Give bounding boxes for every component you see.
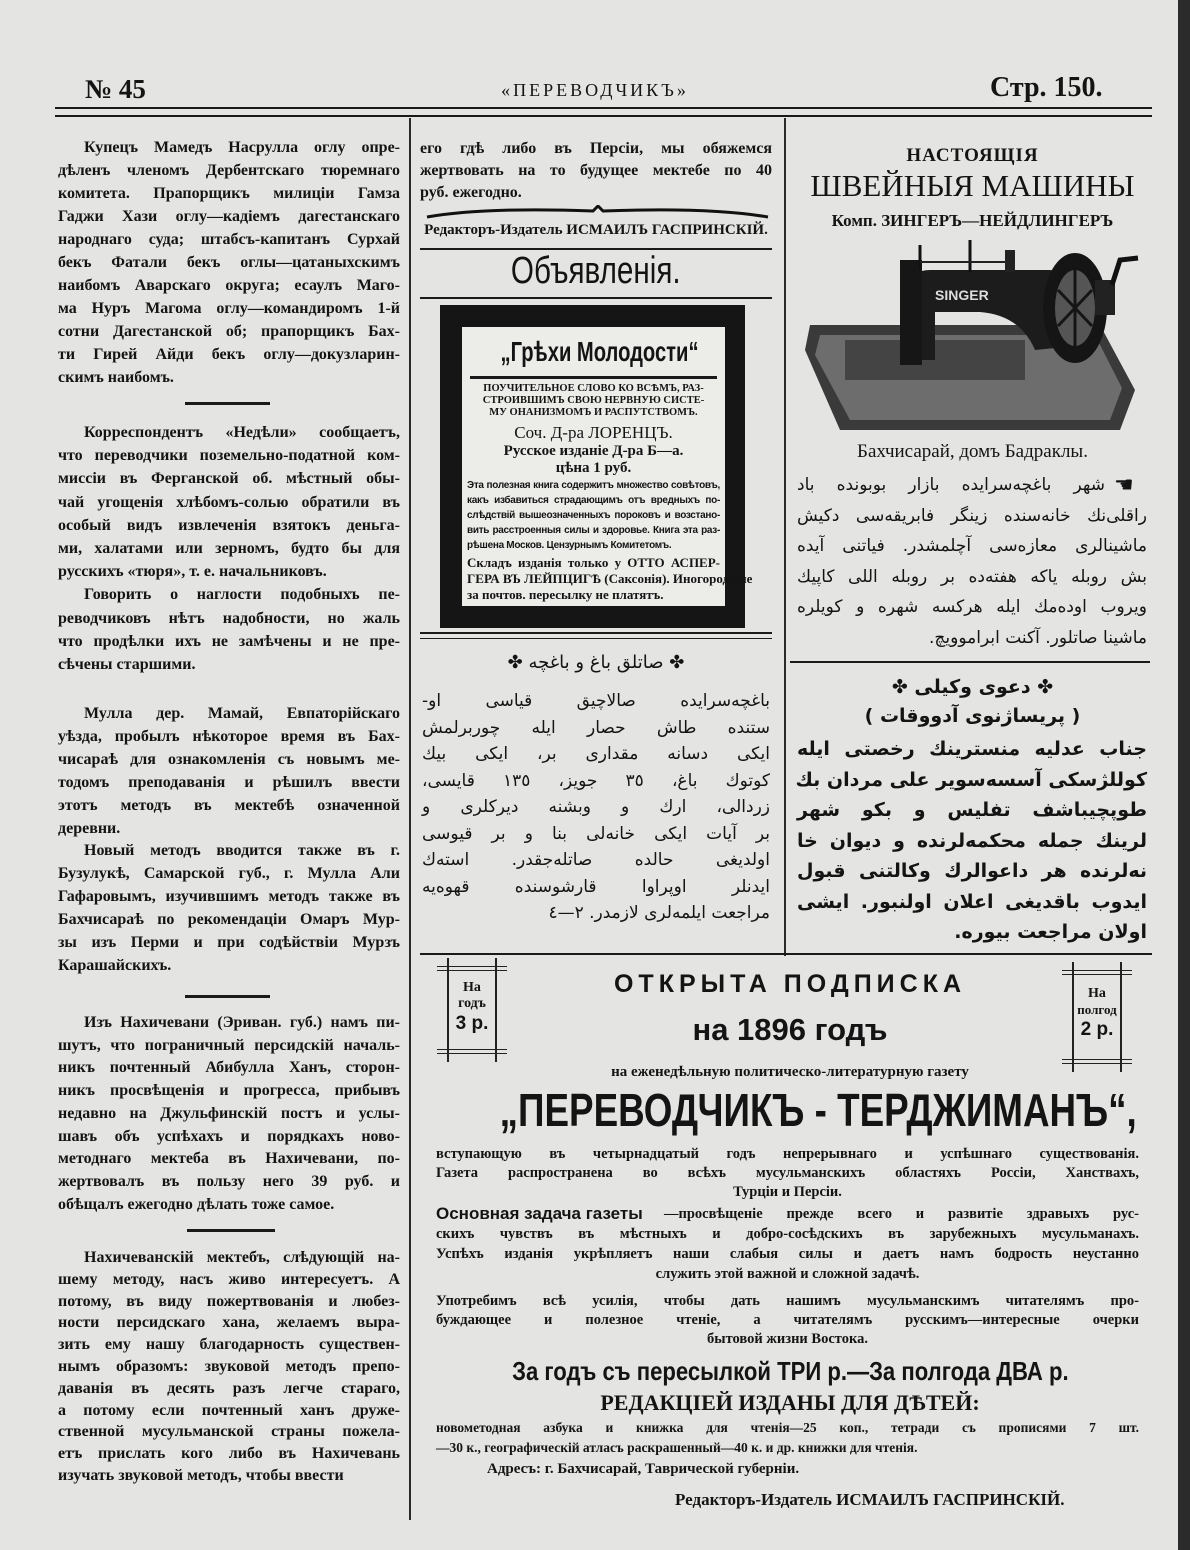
singer-ad-kicker: НАСТОЯЩІЯ [906,145,1039,166]
book-title-rule [470,376,717,379]
book-advertisement [440,305,753,628]
text-line: шутъ, что пограничный персидскій началь- [58,1036,400,1054]
text-line: слѣдствій вышеозначенныхъ пороковъ и возстано- [467,510,720,521]
text-line: Складъ изданія только у ОТТО АСПЕР- [467,555,720,570]
paper-name-text: „ПЕРЕВОДЧИКЪ - ТЕРДЖИМАНЪ“, [499,1084,1137,1136]
text-line: потому, въ виду пожертвованія и любез- [58,1292,400,1310]
text-line: باغچه‌سرایده صالاچیق قیاسی او- [422,691,770,711]
children-books-list [436,1418,1139,1458]
text-line: ГЕРА ВЪ ЛЕЙПЦИГѢ (Саксонія). Иногородные [467,571,753,586]
text-line: никъ просвѣщенія и прогресса, прибывъ [58,1082,400,1100]
ads-heading-text: Объявленія. [511,250,681,292]
text-line: служить этой важной и сложной задачѣ. [655,1266,920,1282]
header-rule-bottom [55,115,1152,117]
singer-ad-company: Комп. ЗИНГЕРЪ—НЕЙДЛИНГЕРЪ [831,211,1114,230]
sewing-machine-illustration [800,240,1145,435]
text-line: шему методу, насъ живо интересуетъ. А [58,1270,400,1288]
text-line: —30 к., географическій атласъ раскрашенный—40 к. и др. книжки для чтенія. [436,1440,918,1455]
text-line: ماشینالری معازه‌سی آچلمشدر. فیاتنی آیده [797,536,1147,556]
text-line: русскихъ «тюря», т. е. начальниковъ. [58,563,327,581]
text-line: народнаго суда; штабсъ-капитанъ Сурхай [58,231,400,248]
ad-rule [420,638,772,639]
paper-name [420,1083,1160,1137]
text-line: ویروب اوده‌مك ایله هرکسه شهره و کویلره [797,597,1147,617]
brace-ornament [425,205,770,221]
text-line: مراجعت ایلمه‌لری لازمدر. ٢—٤ [548,903,770,923]
children-books-heading: РЕДАКЦІЕЙ ИЗДАНЫ ДЛЯ ДѢТЕЙ: [600,1390,980,1415]
page-number: Стр. 150. [990,72,1103,103]
separator-rule [185,402,270,405]
column-divider-left [409,118,411,1520]
text-line: ایدوب باقدیغی اعلان اولنبور. ایشی [797,890,1147,913]
subscription-effort [436,1292,1139,1349]
page-edge [1178,0,1190,1550]
text-line: наибомъ Аварскаго округа; есаулъ Маго- [58,277,400,294]
text-line: скимъ наибомъ. [58,369,174,386]
news-item-fergana [58,421,400,676]
text-line: Гафаровымъ, изучившимъ методъ также въ [58,888,400,906]
text-line: изучать звуковой методъ, чтобы ввести [58,1466,344,1484]
garden-ad-heading-text: صاتلق باغ و باغچه [528,652,664,673]
text-line: миссіи въ Ферганской об. мѣстный обы- [58,470,400,488]
text-line: جناب عدلیه منسترینك رخصتی ایله [797,738,1147,760]
text-line: вить расстроенныя силы и здоровье. Книга эта раз- [467,525,720,536]
text-line: Новый методъ вводится также въ г. [84,842,400,860]
subscription-task-lead: Основная задача газеты [436,1204,643,1223]
text-line: чай угощенія хлѣбомъ-солью обратили въ [58,493,400,511]
text-line: сотни Дагестанской об; прапорщикъ Бах- [58,323,400,340]
text-line: бекъ Фатали бекъ оглы—цатаныхскимъ [58,254,400,271]
text-line: ایکی دسانه مقداری بر، ایکی بیك [422,744,770,764]
text-line: Гаджи Хази оглу—кадіемъ дагестанскаго [58,208,400,225]
subscription-year: на 1896 годъ [692,1012,888,1047]
book-title: „Грѣхи Молодости“ [500,336,699,367]
year-box-label: годъ [458,996,486,1011]
garden-sale-ad [422,688,770,927]
book-description [467,478,720,553]
text-line: скихъ чувствъ въ мѣстныхъ и добро-сосѣдскихъ въ зарубежныхъ мусульманахъ. [436,1226,1139,1242]
text-line: сѣчены старшими. [58,656,196,674]
text-line: дѣленъ членомъ Дербентскаго тюремнаго [58,162,400,179]
book-subtitle [466,383,721,419]
text-line: его гдѣ либо въ Персіи, мы обяжемся [420,140,772,157]
text-line: Корреспондентъ «Недѣли» сообщаетъ, [84,424,400,441]
text-line: а потому если почтенный ханъ друже- [58,1401,400,1419]
text-line: тодомъ преподаванія и рѣшилъ ввести [58,773,400,791]
text-line: за почтов. пересылку не платятъ. [467,587,664,602]
text-line: ایدنلر اوپراوا قارشوسنده قهوه‌یه [422,876,770,897]
text-line: зы изъ Перми и при содѣйствіи Мурзъ [58,934,400,952]
lawyer-ad-heading-text: دعوی وکیلی [914,676,1031,698]
text-line: этотъ методъ въ мектебѣ означенной [58,796,400,814]
text-line: методнаго мектеба въ Нахичевани, по- [58,1150,400,1168]
text-line: обѣщалъ ежегодно дѣлать тоже самое. [58,1195,335,1213]
text-line: ماشینا صاتلور. آکنت ابراموویچ. [929,627,1147,648]
text-line: зить ему нашу благодарность существен- [58,1336,400,1354]
subscription-kicker: на еженедѣльную политическо-литературную газету [611,1064,969,1080]
text-line: شهر باغچه‌سرایده بازار بوبونده باد [797,475,1105,495]
text-line: Купецъ Мамедъ Насрулла оглу опре- [84,139,400,156]
text-line: комитета. Прапорщикъ милиціи Гамза [58,185,400,202]
text-line: بر آیات ایکی خانه‌لی بنا و بر قیوسی [422,823,770,844]
text-line: что продѣлки ихъ не замѣчены и не пре- [58,632,400,650]
text-line: Бузулукѣ, Самарской губ., г. Мулла Али [58,865,400,883]
column-divider-right [784,118,786,956]
text-line: МУ ОНАНИЗМОМЪ И РАСПУТСТВОМЪ. [489,407,698,418]
text-line: Турціи и Персіи. [733,1184,842,1200]
text-line: Нахичеванскій мектебъ, слѣдующій на- [84,1249,400,1266]
half-box-label: полгод [1077,1002,1117,1017]
newspaper-title: «ПЕРЕВОДЧИКЪ» [501,80,689,100]
text-line: какъ избавиться страдающимъ отъ вредныхъ по- [467,495,720,506]
subscription-rule [420,953,1152,955]
subscription-prices: За годъ съ пересылкой ТРИ р.—За полгода ДВА р. [511,1356,1069,1386]
text-line: کوتوك باغ، ٣٥ جویز، ١٣٥ قایسی، [422,770,771,791]
text-line: деревни. [58,819,121,837]
separator-rule [185,995,270,998]
text-line: даванія въ десять разъ легче стараго, [58,1379,400,1397]
text-line: لرینك جمله محکمه‌لرنده و دیوان خا [797,829,1147,852]
year-box-label: На [463,980,481,995]
text-line: Изъ Нахичевани (Эриван. губ.) намъ пи- [84,1014,400,1031]
news-item-appointments [58,136,400,389]
lawyer-ad-heading: ✤ دعوی وکیلی ✤ [891,676,1054,698]
singer-ad-arabic [797,470,1147,653]
text-line: —просвѣщеніе прежде всего и развитіе здравыхъ рус- [664,1206,1139,1222]
text-line: недавно на Джульфинскій постъ и услы- [58,1104,400,1122]
subscription-task [436,1204,1139,1284]
text-line: рѣшена Москов. Цензурнымъ Комитетомъ. [467,540,672,551]
lawyer-ad-text [797,734,1147,948]
text-line: реводчиковъ нѣтъ надобности, но жаль [58,609,400,627]
half-box-price: 2 р. [1080,1019,1114,1040]
text-line: шавъ объ успѣхахъ и порядкахъ ново- [58,1127,400,1145]
news-item-nakhichevan [58,1012,400,1216]
pointing-hand-icon: ☚ [1114,472,1134,497]
text-line: особый видъ извлеченія взятокъ деньга- [58,516,400,534]
text-line: نه‌لرنده هر داعوالرك وکالتنی قبول [797,860,1147,882]
editorial-address: Адресъ: г. Бахчисарай, Таврической губерніи. [487,1461,800,1477]
text-line: новометодная азбука и книжка для чтенія—25 коп., тетради съ прописями 7 шт. [436,1420,1139,1435]
text-line: Газета распространена во всѣхъ мусульманскихъ областяхъ Россіи, Ханствахъ, [436,1165,1139,1181]
text-line: Успѣхъ изданія укрѣпляетъ наши слабыя силы и даетъ намъ бодрость неустанно [436,1246,1139,1262]
text-line: ственной мусульманской страны пожела- [58,1423,400,1441]
text-line: чисараѣ для ознакомленія съ новымъ ме- [58,750,400,768]
text-line: жертвовать на то будущее мектебе по 40 [420,162,772,179]
article-continuation [420,138,772,204]
book-author: Соч. Д-ра ЛОРЕНЦЪ. [514,423,673,442]
subscription-intro [436,1145,1139,1202]
text-line: буждающее и полезное чтеніе, а читателямъ русскимъ—интересные очерки [436,1312,1139,1328]
header-rule-top [55,107,1152,109]
singer-ad-address: Бахчисарай, домъ Бадраклы. [857,441,1088,462]
text-line: کوللژسکی آسسه‌سویر علی مردان بك [795,768,1147,791]
text-line: нымъ образомъ: звуковой методъ препо- [58,1357,400,1375]
text-line: ности персидскаго хана, желаемъ выра- [58,1314,400,1332]
half-year-price-box [1072,962,1122,1072]
singer-ad-headline: ШВЕЙНЫЯ МАШИНЫ [810,168,1135,203]
half-box-label: На [1088,986,1106,1001]
text-line: راقلی‌نك خانه‌سنده زینگر فابریقه‌سی دکیش [797,505,1147,526]
lawyer-ad-subheading: ( پریساژنوی آدووقات ) [864,705,1081,727]
text-line: Эта полезная книга содержитъ множество совѣтовъ, [467,480,720,491]
text-line: ПОУЧИТЕЛЬНОЕ СЛОВО КО ВСѢМЪ, РАЗ- [483,383,704,394]
text-line: жертвовалъ въ пользу него 39 руб. и [58,1172,400,1190]
text-line: اولدیغی حالده صاتله‌جقدر. استه‌ك [422,850,770,870]
text-line: ти Гирей Айди бекъ оглу—докузларин- [58,346,400,363]
news-item-mektebe [58,1247,400,1487]
text-line: زردالی، ارك و وبشنه دیرکلری و [422,797,770,817]
text-line: бытовой жизни Востока. [707,1331,868,1347]
singer-brand-label: SINGER [935,287,989,303]
text-line: طوپچیباشف تفلیس و بکو شهر [797,799,1147,821]
garden-ad-heading: ✤ صاتلق باغ و باغچه ✤ [507,652,685,673]
text-line: Карашайскихъ. [58,956,172,974]
year-box-price: 3 р. [455,1013,489,1034]
separator-rule [187,1229,275,1232]
editor-signature: Редакторъ-Издатель ИСМАИЛЪ ГАСПРИНСКІЙ. [424,222,768,238]
text-line: что переводчики поземельно-податной ком- [58,447,400,465]
news-item-new-method [58,703,400,978]
subscription-headline: ОТКРЫТА ПОДПИСКА [613,970,967,998]
book-warehouse [467,555,753,603]
text-line: руб. ежегодно. [420,184,522,201]
year-price-box [447,958,497,1062]
text-line: Употребимъ всѣ усилія, чтобы дать нашимъ мусульманскимъ читателямъ про- [436,1293,1139,1309]
ads-rule-bottom [420,297,772,299]
text-line: اولان مراجعت بیوره. [954,921,1147,943]
singer-ad-rule [790,661,1150,663]
text-line: بش روبله یاکه هفته‌ده بر روبله اللی کاپیك [797,566,1147,587]
book-price: цѣна 1 руб. [555,460,632,476]
text-line: Бахчисараѣ по рекомендаціи Омаръ Мур- [58,911,400,929]
text-line: уѣзда, пробылъ нѣкоторое время въ Бах- [58,727,400,745]
text-line: ستنده طاش حصار ایله چوربرلمش [422,717,770,738]
text-line: ма Нуръ Магома оглу—командиромъ 1-й [58,300,400,317]
subscription-signature: Редакторъ-Издатель ИСМАИЛЪ ГАСПРИНСКІЙ. [675,1490,1065,1509]
text-line: ми, халатами или зерномъ, будто бы для [58,540,400,558]
ad-rule [420,632,772,634]
text-line: вступающую въ четырнадцатый годъ непрерывнаго и успѣшнаго существованія. [436,1146,1139,1162]
text-line: никъ почтенный Абибулла Ханъ, сторон- [58,1059,400,1077]
issue-number: № 45 [85,74,146,104]
text-line: Мулла дер. Мамай, Евпаторійскаго [84,705,400,722]
text-line: СТРОИВШИМЪ СВОЮ НЕРВНУЮ СИСТЕ- [482,395,705,406]
text-line: етъ прислать кого либо въ Нахичевань [58,1445,400,1463]
text-line: Говорить о наглости подобныхъ пе- [84,586,400,604]
ads-heading [420,250,772,293]
book-edition: Русское изданіе Д-ра Б—а. [503,443,684,459]
